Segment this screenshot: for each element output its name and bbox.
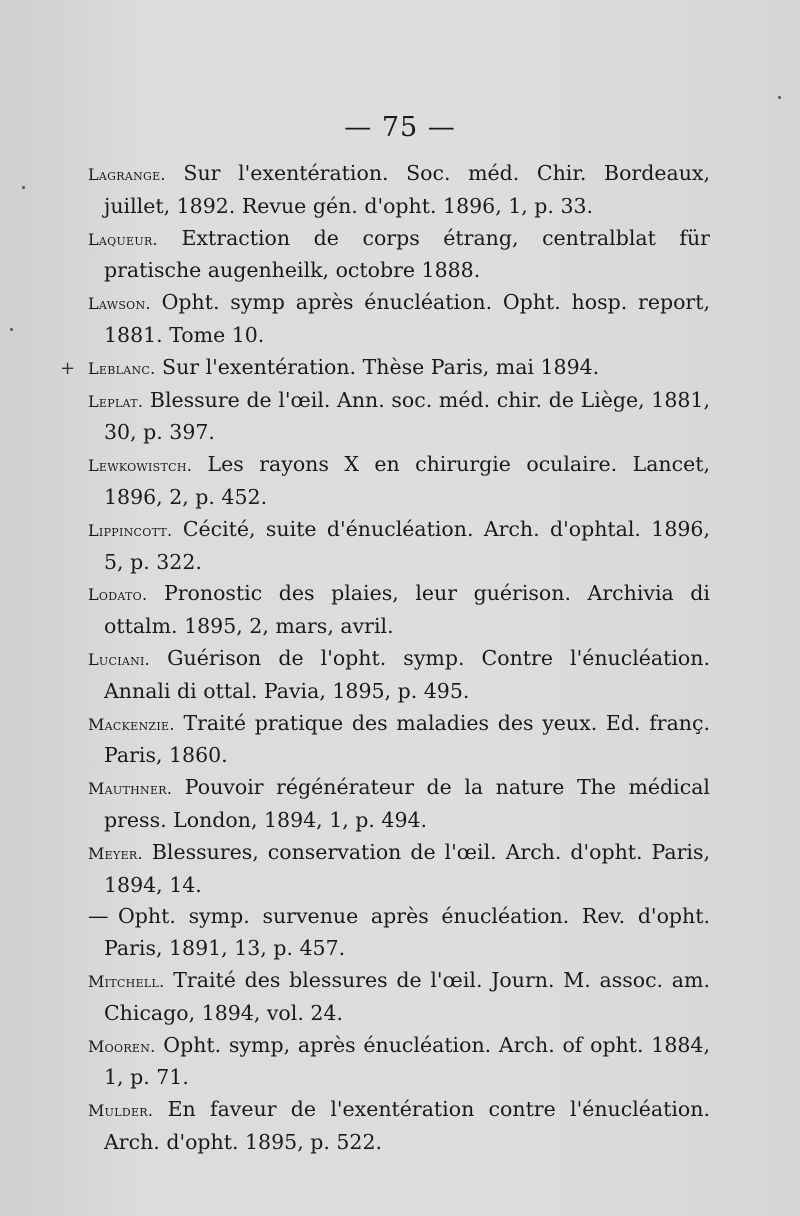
bibliography-entry: [88, 158, 710, 223]
bibliography-entry: [88, 965, 710, 1030]
bibliography-entry: [88, 223, 710, 288]
paper-speck: [10, 328, 13, 331]
entry-text: Les rayons X en chirurgie oculaire. Lancet, 1896, 2, p. 452.: [104, 452, 710, 509]
bibliography-entry: [88, 385, 710, 450]
bibliography-entry: [88, 901, 710, 965]
entry-author: Mulder.: [88, 1101, 154, 1121]
bibliography-entry: [88, 708, 710, 773]
entry-author: Lagrange.: [88, 165, 166, 184]
bibliography-entry: [88, 287, 710, 352]
bibliography-entry: [88, 837, 710, 902]
entry-author: Mauthner.: [88, 779, 173, 799]
entry-text: Traité des blessures de l'œil. Journ. M. assoc. am. Chicago, 1894, vol. 24.: [104, 967, 710, 1025]
entry-text: Blessure de l'œil. Ann. soc. méd. chir. de Liège, 1881, 30, p. 397.: [104, 387, 710, 445]
bibliography-entry: [88, 514, 710, 579]
bibliography-entry: [88, 449, 710, 514]
entry-text: Opht. symp, après énucléation. Arch. of opht. 1884, 1, p. 71.: [104, 1032, 710, 1090]
entry-author: Lippincott.: [88, 520, 173, 540]
bibliography-entry: [88, 578, 710, 643]
entry-text: Opht. symp après énucléation. Opht. hosp. report, 1881. Tome 10.: [104, 290, 710, 347]
entry-text: Opht. symp. survenue après énucléation. Rev. d'opht. Paris, 1891, 13, p. 457.: [104, 904, 710, 961]
entry-author: Luciani.: [88, 649, 151, 669]
entry-author: Mitchell.: [88, 971, 165, 991]
entry-text: Traité pratique des maladies des yeux. Ed. franç. Paris, 1860.: [104, 710, 710, 768]
entry-author: Laqueur.: [88, 229, 158, 249]
bibliography-entry: [88, 1094, 710, 1159]
entry-author: Leblanc.: [88, 358, 156, 378]
entry-author: Lewkowistch.: [88, 456, 193, 476]
bibliography-list: [88, 158, 710, 1159]
entry-text: Pronostic des plaies, leur guérison. Archivia di ottalm. 1895, 2, mars, avril.: [104, 581, 710, 639]
entry-text: Pouvoir régénérateur de la nature The médical press. London, 1894, 1, p. 494.: [104, 775, 710, 832]
entry-author: Lodato.: [88, 585, 148, 605]
entry-text: Sur l'exentération. Thèse Paris, mai 1894.: [162, 354, 600, 379]
entry-text: En faveur de l'exentération contre l'énucléation. Arch. d'opht. 1895, p. 522.: [104, 1097, 710, 1154]
entry-author: Meyer.: [88, 843, 143, 863]
bibliography-entry: [88, 352, 710, 385]
entry-author: Mooren.: [88, 1036, 156, 1056]
margin-annotation-mark: +: [60, 358, 76, 379]
entry-text: Guérison de l'opht. symp. Contre l'énucléation. Annali di ottal. Pavia, 1895, p. 495.: [104, 645, 710, 703]
entry-text: Blessures, conservation de l'œil. Arch. d'opht. Paris, 1894, 14.: [104, 839, 710, 897]
entry-author: Leplat.: [88, 391, 144, 411]
bibliography-entry: [88, 643, 710, 708]
bibliography-entry: [88, 1030, 710, 1095]
entry-author: Lawson.: [88, 294, 151, 314]
entry-author: Mackenzie.: [88, 714, 175, 734]
entry-text: Sur l'exentération. Soc. méd. Chir. Bordeaux, juillet, 1892. Revue gén. d'opht. 1896, 1, p. 33.: [104, 161, 710, 218]
bibliography-entry: [88, 772, 710, 837]
entry-text: Cécité, suite d'énucléation. Arch. d'ophtal. 1896, 5, p. 322.: [104, 516, 710, 574]
entry-text: Extraction de corps étrang, centralblat für pratische augenheilk, octobre 1888.: [104, 225, 710, 283]
ditto-dash: —: [88, 904, 109, 929]
paper-speck: [778, 96, 781, 99]
paper-speck: [22, 186, 25, 189]
page-number: — 75 —: [344, 112, 456, 143]
